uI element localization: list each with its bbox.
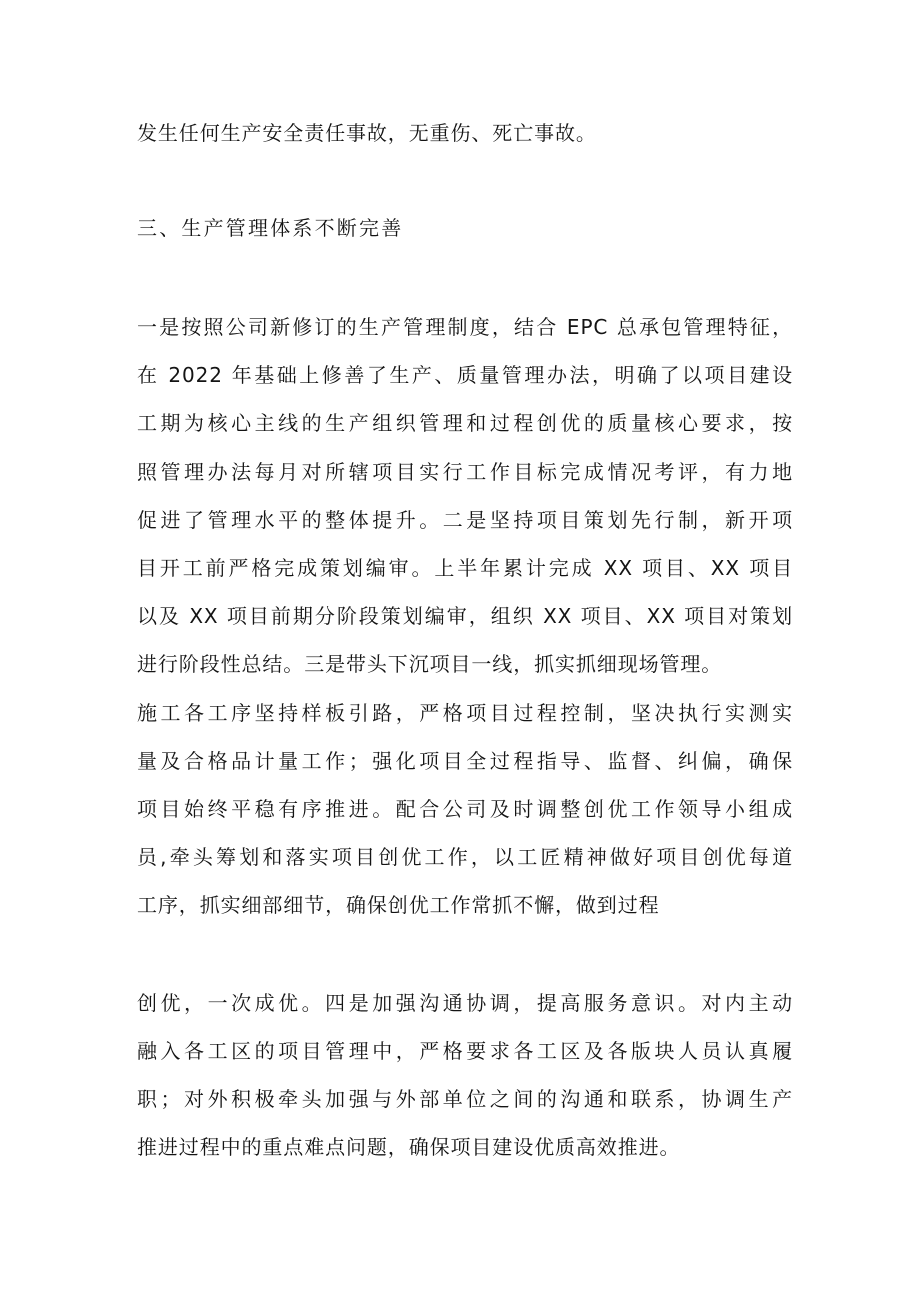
text-line: 发生任何生产安全责任事故，无重伤、死亡事故。: [137, 121, 597, 145]
text-line: 照管理办法每月对所辖项目实行工作目标完成情况考评，有力地: [137, 460, 793, 484]
text-line: 创优，一次成优。四是加强沟通协调，提高服务意识。对内主动: [137, 991, 793, 1015]
text-line: 施工各工序坚持样板引路，严格项目过程控制，坚决执行实测实: [137, 701, 793, 725]
text-line: 工期为核心主线的生产组织管理和过程创优的质量核心要求，按: [137, 411, 793, 435]
text-line: 职；对外积极牵头加强与外部单位之间的沟通和联系，协调生产: [137, 1087, 793, 1111]
text-line: 员,牵头筹划和落实项目创优工作，以工匠精神做好项目创优每道: [137, 845, 793, 869]
text-line: 在 2022 年基础上修善了生产、质量管理办法，明确了以项目建设: [137, 363, 793, 387]
section-heading: 三、生产管理体系不断完善: [137, 216, 404, 240]
text-line: 促进了管理水平的整体提升。二是坚持项目策划先行制，新开项: [137, 508, 793, 532]
text-line: 以及 XX 项目前期分阶段策划编审，组织 XX 项目、XX 项目对策划: [137, 604, 793, 628]
text-line: 进行阶段性总结。三是带头下沉项目一线，抓实抓细现场管理。: [137, 652, 723, 676]
text-line: 目开工前严格完成策划编审。上半年累计完成 XX 项目、XX 项目: [137, 556, 793, 580]
text-line: 工序，抓实细部细节，确保创优工作常抓不懈，做到过程: [137, 893, 660, 917]
text-line: 推进过程中的重点难点问题，确保项目建设优质高效推进。: [137, 1135, 681, 1159]
text-line: 量及合格品计量工作；强化项目全过程指导、监督、纠偏，确保: [137, 749, 793, 773]
text-line: 项目始终平稳有序推进。配合公司及时调整创优工作领导小组成: [137, 797, 793, 821]
text-line: 一是按照公司新修订的生产管理制度，结合 EPC 总承包管理特征，: [137, 315, 793, 339]
text-line: 融入各工区的项目管理中，严格要求各工区及各版块人员认真履: [137, 1039, 793, 1063]
